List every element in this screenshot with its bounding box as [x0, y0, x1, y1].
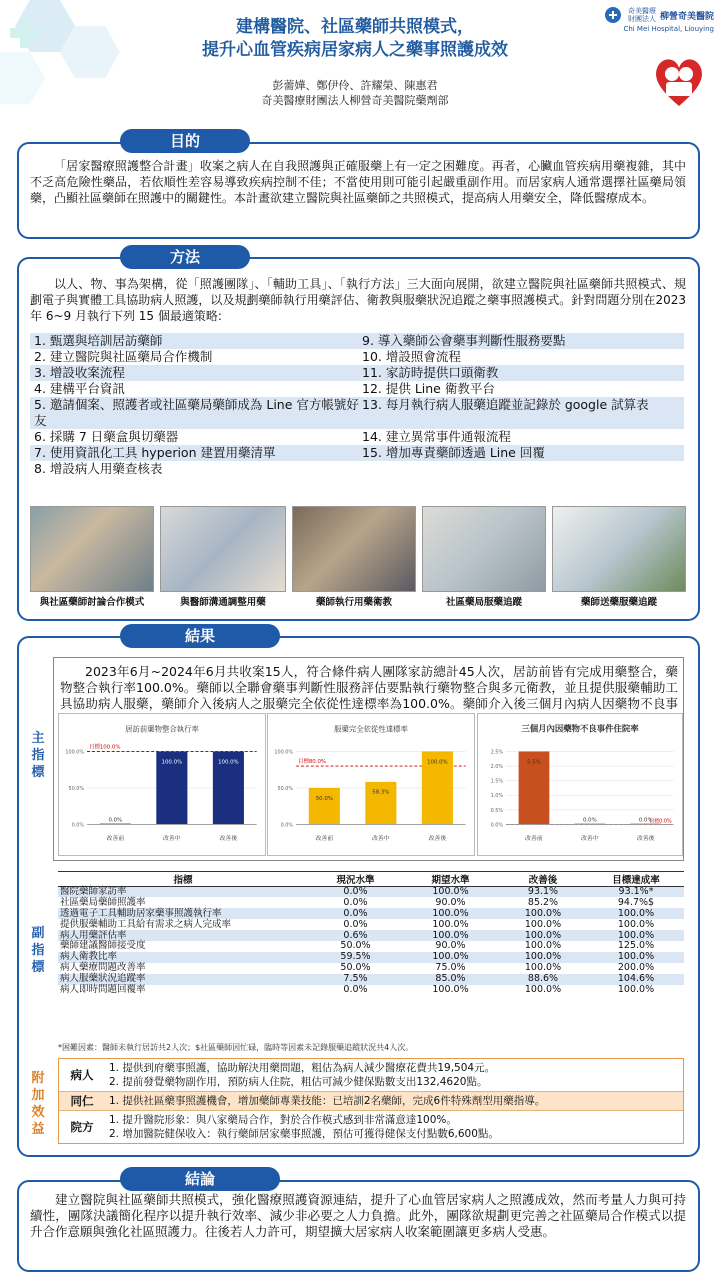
indicator-value: 75.0%: [435, 962, 466, 974]
indicator-value: 0.0%: [343, 983, 368, 995]
indicator-name: 病人藥療問題改善率: [60, 962, 146, 974]
y-tick-label: 100.0%: [65, 749, 85, 756]
data-label: 5.5%: [527, 759, 541, 766]
indicator-value: 88.6%: [498, 974, 588, 985]
conclusion-text: 建立醫院與社區藥師共照模式，強化醫療照護資源連結，提升了心血管居家病人之照護成效，然而考量人力與可持續性，團隊決議簡化程序以提升執行效率、減少非必要之人力負擔。此外，團隊欲規劃更完善之社區藥局合作模式以提升合作意願與強化社區照護力。往後若人力許可，期望擴大居家病人收案範圍讓更多病人受惠。: [30, 1192, 686, 1239]
strategy-item: 11. 家訪時提供口頭衛教: [362, 365, 499, 380]
poster-title: [120, 16, 590, 62]
indicator-value: 100.0%: [617, 918, 655, 930]
indicator-value: 100.0%: [432, 983, 469, 995]
benefit-head: 同仁: [70, 1094, 94, 1108]
x-tick-label: 改善前: [106, 836, 125, 843]
purpose-text: 「居家醫療照護整合計畫」收案之病人在自我照護與正確服藥上有一定之困難度。再者，心臟血管疾病用藥複雜，其中不乏高危險性藥品，若依順性差容易導致疾病控制不佳；不當使用則可能引起嚴重副作用。而居家病人通常選擇社區藥局領藥，凸顯社區藥師在照護中的關鍵性。本計畫欲建立醫院與社區藥師之共照模式，提高病人用藥安全，降低醫療成本。: [30, 159, 686, 205]
strategy-item: 13. 每月執行病人服藥追蹤並記錄於 google 試算表: [362, 397, 649, 412]
method-tab: 方法: [120, 245, 250, 269]
authors: 彭薷嬅、鄭伊伶、許耀榮、陳惠君: [272, 79, 438, 92]
y-tick-label: 0.5%: [490, 807, 504, 814]
x-tick-label: 改善中: [580, 836, 599, 843]
photo-discussion: [30, 506, 154, 592]
col-header: 改善後: [498, 872, 588, 887]
indicator-value: 100.0%: [498, 908, 588, 919]
indicator-value: 104.6%: [588, 974, 684, 985]
benefit-item: 1. 提供社區藥事照護機會，增加藥師專業技能：已培訓2名藥師，完成6件特殊劑型用藥指導。: [109, 1095, 546, 1107]
strategy-row: [30, 461, 684, 477]
y-tick-label: 2.0%: [490, 764, 504, 771]
indicator-value: 100.0%: [524, 918, 562, 930]
indicator-value: 100.0%: [588, 908, 684, 919]
y-tick-label: 0.0%: [71, 822, 85, 829]
photo-caption: 藥師送藥服藥追蹤: [580, 597, 657, 608]
table-row: [58, 897, 684, 908]
strategy-row: [30, 397, 684, 429]
target-label: 目標80.0%: [298, 759, 327, 766]
x-tick-label: 改善前: [315, 836, 334, 843]
strategy-item: [360, 461, 684, 477]
strategy-item: 7. 使用資訊化工具 hyperion 建置用藥清單: [34, 445, 276, 460]
benefit-item: 1. 提升醫院形象：與八家藥局合作，對於合作模式感到非常滿意達100%。: [109, 1114, 457, 1126]
strategy-row: [30, 429, 684, 445]
table-row: [58, 963, 684, 974]
strategy-item: 2. 建立醫院與社區藥局合作機制: [34, 349, 213, 364]
indicator-name: 提供服藥輔助工具給有需求之病人完成率: [60, 918, 232, 930]
chart-adverse-event-rate: [477, 713, 683, 856]
chart-integration-rate: [58, 713, 266, 856]
benefit-items: [105, 1092, 683, 1110]
table-row: [58, 930, 684, 941]
extra-benefit-text: 附加效益: [31, 1071, 45, 1137]
bar: [309, 788, 340, 824]
strategy-row: [30, 365, 684, 381]
method-text: 以人、物、事為架構，從「照護團隊」、「輔助工具」、「執行方法」三大面向展開，欲建立醫院與社區藥師共照模式、規劃電子與實體工具協助病人照護，以及規劃藥師執行用藥評估、衛教與服藥狀況追蹤之藥事照護模式。針對問題分別在2023 年 6~9 月執行下列 15 個最適策略:: [30, 277, 686, 323]
indicator-value: 59.5%: [308, 952, 403, 963]
strategy-row: [30, 381, 684, 397]
data-label: 100.0%: [161, 759, 183, 766]
main-indicator-label: [29, 730, 47, 781]
logo-name: 柳營奇美醫院: [659, 11, 714, 22]
benefit-head: 院方: [70, 1120, 94, 1134]
indicator-value: 100.0%: [403, 952, 498, 963]
indicator-value: 100.0%: [498, 952, 588, 963]
benefit-row-staff: [59, 1092, 683, 1111]
y-tick-label: 0.0%: [490, 822, 504, 829]
indicator-value: 100.0%: [498, 930, 588, 941]
indicator-value: 7.5%: [308, 974, 403, 985]
chart-title: 三個月內因藥物不良事件住院率: [521, 723, 639, 734]
benefit-head: 病人: [70, 1068, 94, 1082]
strategy-item: 6. 採購 7 日藥盒與切藥器: [34, 429, 179, 444]
main-indicator-text: 主指標: [31, 731, 45, 780]
indicator-value: 85.2%: [527, 896, 559, 908]
photo-caption: 藥師執行用藥衛教: [315, 597, 392, 608]
y-tick-label: 1.0%: [490, 793, 504, 800]
hospital-logo: [596, 6, 714, 33]
indicator-value: 90.0%: [435, 940, 466, 952]
sub-indicator-text: 副指標: [31, 926, 45, 975]
y-tick-label: 2.5%: [490, 749, 504, 756]
strategy-item: 3. 增設收案流程: [34, 365, 125, 380]
strategy-item: 5. 邀請個案、照護者或社區藥局藥師成為 Line 官方帳號好友: [34, 397, 359, 428]
affiliation: 奇美醫療財團法人柳營奇美醫院藥劑部: [261, 94, 449, 107]
strategy-item: 8. 增設病人用藥查核表: [34, 461, 163, 476]
strategy-list: [30, 333, 684, 477]
table-header-row: [58, 872, 684, 887]
results-tab: 結果: [120, 624, 280, 648]
indicator-value: 200.0%: [617, 962, 655, 974]
chart-title: 居訪前藥物整合執行率: [125, 724, 199, 734]
x-tick-label: 改善後: [219, 836, 238, 843]
indicator-value: 90.0%: [435, 896, 466, 908]
data-label: 50.0%: [315, 795, 333, 802]
heart-pharmacist-illustration: [650, 50, 708, 110]
table-row: [58, 941, 684, 952]
data-label: 100.0%: [427, 759, 448, 766]
photo-doctor: [160, 506, 286, 592]
table-row: [58, 919, 684, 930]
photo-caption: 與社區藥師討論合作模式: [39, 597, 145, 608]
benefit-items: [105, 1111, 683, 1143]
x-tick-label: 改善後: [428, 836, 447, 843]
chart-adherence-rate: [267, 713, 475, 856]
indicator-name: 透過電子工具輔助居家藥事照護執行率: [58, 908, 308, 919]
photo-caption: 與醫師溝通調整用藥: [180, 597, 266, 608]
indicator-value: 93.1%: [498, 887, 588, 898]
data-label: 0.0%: [582, 817, 597, 824]
indicator-value: 100.0%: [588, 952, 684, 963]
target-label: 目標0.0%: [649, 818, 672, 825]
indicator-value: 100.0%: [524, 983, 562, 995]
benefit-row-patient: [59, 1059, 683, 1092]
indicator-value: 94.7%$: [617, 896, 655, 908]
indicator-value: 100.0%: [403, 908, 498, 919]
method-photos: [30, 506, 686, 610]
photo-education: [292, 506, 416, 592]
table-row: [58, 974, 684, 985]
strategy-item: 9. 導入藥師公會藥事判斷性服務要點: [362, 333, 566, 348]
logo-en: Chi Mei Hospital, Liouying: [623, 25, 714, 33]
strategy-item: 1. 甄選與培訓居訪藥師: [34, 333, 163, 348]
table-row: [58, 952, 684, 963]
extra-benefit-label: [29, 1070, 47, 1138]
photo-caption: 社區藥局服藥追蹤: [445, 597, 522, 608]
y-tick-label: 0.0%: [280, 822, 294, 829]
indicator-name: 病人衛教比率: [58, 952, 308, 963]
indicator-value: 100.0%: [432, 918, 469, 930]
indicator-value: 50.0%: [340, 962, 371, 974]
indicator-value: 100.0%: [617, 983, 655, 995]
conclusion-tab: 結論: [120, 1167, 280, 1191]
indicator-value: 100.0%: [403, 887, 498, 898]
benefit-item: 2. 增加醫院健保收入：執行藥師居家藥事照護，預估可獲得健保支付點數6,600點。: [109, 1128, 499, 1140]
strategy-item: 14. 建立異常事件通報流程: [362, 429, 511, 444]
strategy-item: 10. 增設照會流程: [362, 349, 461, 364]
results-text: 2023年6月~2024年6月共收案15人，符合條件病人團隊家訪總計45人次，居訪前皆有完成用藥整合，藥物整合執行率100.0%。藥師以全聯會藥事判斷性服務評估要點執行藥物整合與多元衛教，並且提供服藥輔助工具協助病人服藥，藥師介入後病人之服藥完全依從性達標率為100.0%。藥師介入後三個月內病人因藥物不良事件住院率為0.0%。: [60, 664, 678, 727]
x-tick-label: 改善後: [636, 836, 655, 843]
table-row: [58, 985, 684, 996]
indicator-value: 100.0%: [524, 940, 562, 952]
x-tick-label: 改善中: [162, 836, 181, 843]
indicator-value: 100.0%: [588, 930, 684, 941]
indicator-value: 85.0%: [403, 974, 498, 985]
title-line-2: 提升心血管疾病居家病人之藥事照護成效: [202, 40, 508, 60]
col-header: 期望水準: [403, 872, 498, 887]
strategy-row: [30, 349, 684, 365]
indicator-name: 病人即時問題回覆率: [60, 983, 146, 995]
data-label: 100.0%: [218, 759, 239, 766]
strategy-row: [30, 445, 684, 461]
table-footnote: *困難因素：醫師未執行居訪共2人次；$社區藥師因忙碌，臨時等因素未記錄服藥追蹤狀況共4人次。: [58, 1043, 414, 1052]
benefit-item: 1. 提供到府藥事照護，協助解決用藥問題，粗估為病人減少醫療花費共19,504元。: [109, 1062, 496, 1074]
indicator-name: 醫院藥師家訪率: [58, 887, 308, 898]
hospital-emblem-icon: [604, 6, 622, 24]
data-label: 58.3%: [372, 789, 390, 796]
chart-title: 服藥完全依從性達標率: [334, 724, 408, 734]
indicator-value: 125.0%: [617, 940, 655, 952]
bar: [365, 782, 396, 825]
indicator-value: 93.1%*: [588, 887, 684, 898]
strategy-item: 12. 提供 Line 衛教平台: [362, 381, 495, 396]
benefit-row-hospital: [59, 1111, 683, 1143]
y-tick-label: 50.0%: [277, 785, 294, 792]
photo-pharmacy: [422, 506, 546, 592]
sub-indicator-table: [58, 871, 684, 995]
photo-delivery: [552, 506, 686, 592]
table-row: [58, 887, 684, 898]
x-tick-label: 改善中: [371, 836, 390, 843]
strategy-item: 4. 建構平台資訊: [34, 381, 125, 396]
y-tick-label: 1.5%: [490, 778, 504, 785]
col-header: 現況水準: [308, 872, 403, 887]
strategy-row: [30, 333, 684, 349]
extra-benefit-table: [58, 1058, 684, 1144]
indicator-value: 0.0%: [308, 908, 403, 919]
y-tick-label: 50.0%: [68, 785, 85, 792]
indicator-value: 0.0%: [343, 918, 368, 930]
title-line-1: 建構醫院、社區藥師共照模式，: [236, 17, 474, 37]
authors-block: [120, 78, 590, 108]
purpose-tab: 目的: [120, 129, 250, 153]
indicator-value: 100.0%: [524, 962, 562, 974]
target-label: 目標100.0%: [89, 744, 121, 751]
x-tick-label: 改善前: [525, 836, 543, 843]
table-row: [58, 908, 684, 919]
indicator-name: 藥師建議醫師接受度: [60, 940, 146, 952]
indicator-value: 0.0%: [343, 896, 368, 908]
benefit-item: 2. 提前發覺藥物副作用，預防病人住院，粗估可減少健保點數支出132,4620點。: [109, 1076, 488, 1088]
indicator-name: 社區藥局藥師照護率: [60, 896, 146, 908]
sub-indicator-label: [29, 925, 47, 976]
indicator-value: 50.0%: [340, 940, 371, 952]
col-header: 目標達成率: [588, 872, 684, 887]
col-header: 指標: [58, 872, 308, 887]
data-label: 0.0%: [638, 817, 653, 824]
data-label: 0.0%: [108, 817, 123, 824]
indicator-value: 0.0%: [308, 887, 403, 898]
y-tick-label: 100.0%: [274, 749, 294, 756]
indicator-name: 病人用藥評估率: [58, 930, 308, 941]
indicator-value: 0.6%: [308, 930, 403, 941]
indicator-value: 100.0%: [403, 930, 498, 941]
indicator-name: 病人服藥狀況追蹤率: [58, 974, 308, 985]
benefit-items: [105, 1059, 683, 1091]
logo-org: 奇美醫療 財團法人: [627, 7, 656, 23]
strategy-item: 15. 增加專責藥師透過 Line 回覆: [362, 445, 545, 460]
